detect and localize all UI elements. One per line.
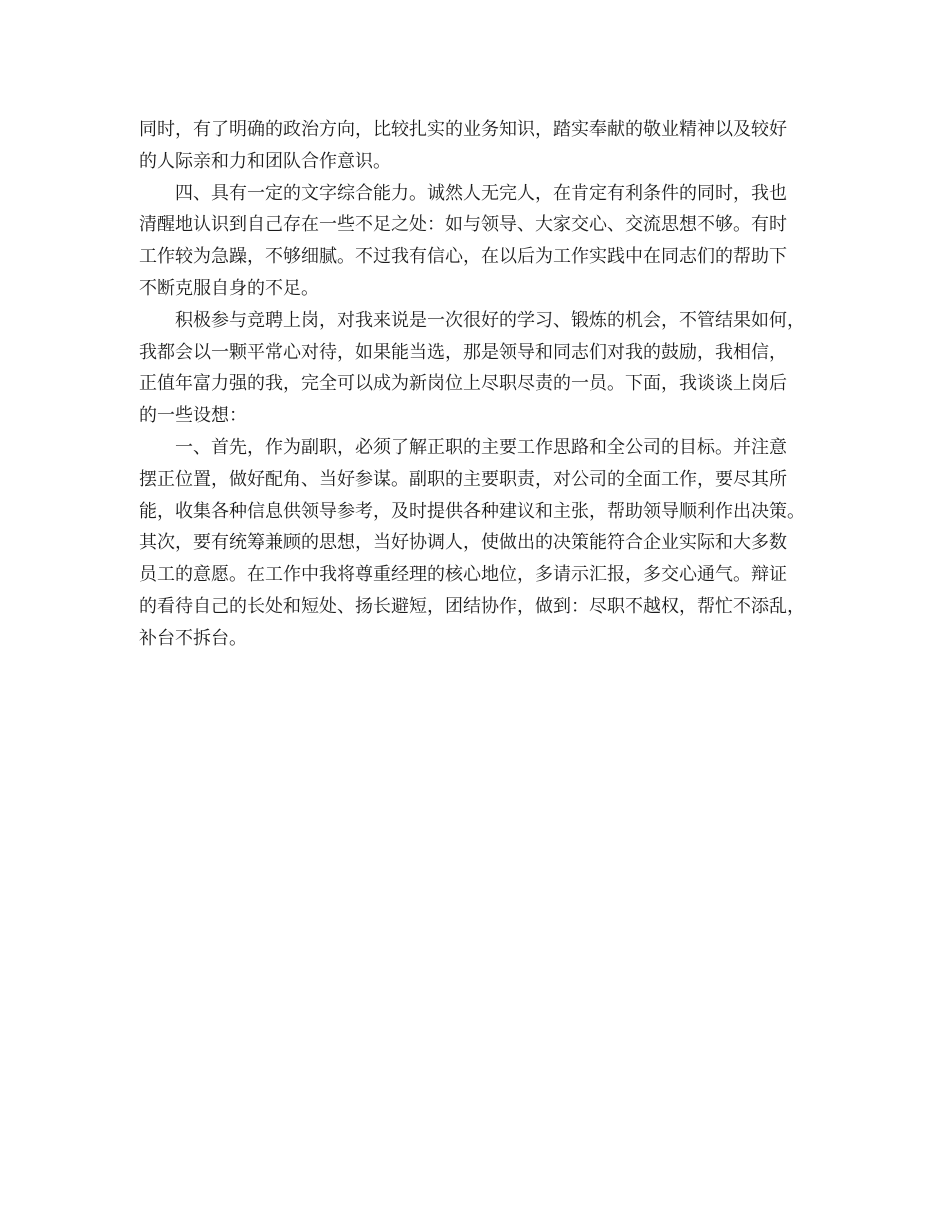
text-line: 工作较为急躁，不够细腻。不过我有信心，在以后为工作实践中在同志们的帮助下 <box>139 246 787 268</box>
body-text <box>139 114 819 655</box>
text-line: 能，收集各种信息供领导参考，及时提供各种建议和主张，帮助领导顺利作出决策。 <box>139 500 805 522</box>
text-line: 的一些设想： <box>139 405 247 427</box>
paragraph-start-line: 四、具有一定的文字综合能力。诚然人无完人，在肯定有利条件的同时，我也 <box>175 182 787 204</box>
text-line: 我都会以一颗平常心对待，如果能当选，那是领导和同志们对我的鼓励，我相信， <box>139 341 787 363</box>
text-line: 的人际亲和力和团队合作意识。 <box>139 150 391 172</box>
text-line: 补台不拆台。 <box>139 627 247 649</box>
text-line: 其次，要有统筹兼顾的思想，当好协调人，使做出的决策能符合企业实际和大多数 <box>139 532 787 554</box>
text-line: 正值年富力强的我，完全可以成为新岗位上尽职尽责的一员。下面，我谈谈上岗后 <box>139 373 787 395</box>
paragraph-start-line: 一、首先，作为副职，必须了解正职的主要工作思路和全公司的目标。并注意 <box>175 436 787 458</box>
text-line: 清醒地认识到自己存在一些不足之处：如与领导、大家交心、交流思想不够。有时 <box>139 214 787 236</box>
text-line: 不断克服自身的不足。 <box>139 277 319 299</box>
text-line: 员工的意愿。在工作中我将尊重经理的核心地位，多请示汇报，多交心通气。辩证 <box>139 564 787 586</box>
text-line: 摆正位置，做好配角、当好参谋。副职的主要职责，对公司的全面工作，要尽其所 <box>139 468 787 490</box>
text-line: 的看待自己的长处和短处、扬长避短，团结协作，做到：尽职不越权，帮忙不添乱， <box>139 595 805 617</box>
text-line: 同时，有了明确的政治方向，比较扎实的业务知识，踏实奉献的敬业精神以及较好 <box>139 119 787 140</box>
paragraph-start-line: 积极参与竞聘上岗，对我来说是一次很好的学习、锻炼的机会，不管结果如何， <box>175 309 805 331</box>
